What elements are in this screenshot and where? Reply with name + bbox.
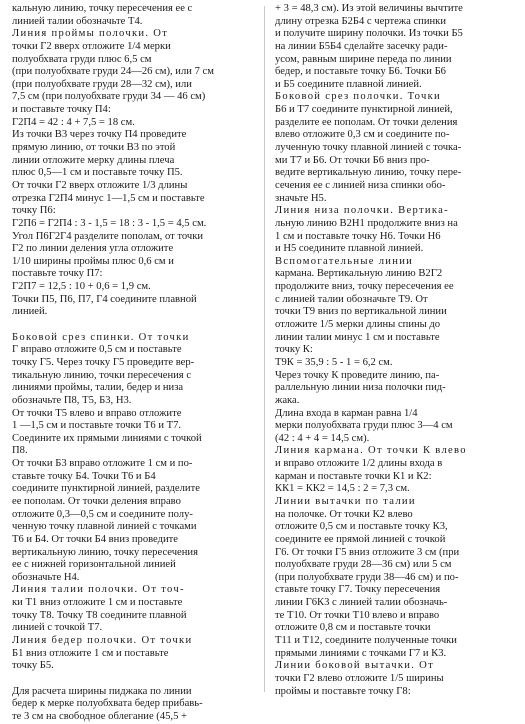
- text-line: Т9К = 35,9 : 5 - 1 = 6,2 см.: [275, 356, 393, 368]
- text-line: точку П6:: [12, 205, 56, 217]
- text-line: (при полуобхвате груди 28—32 см), или: [12, 78, 192, 90]
- text-line: Г2 по линии деления угла отложите: [12, 243, 174, 255]
- section-heading-line: Линия талии полочки. От точ-: [12, 584, 185, 596]
- left-column: [12, 3, 257, 724]
- text-line: сечения ее с линией низа спинки обо-: [275, 179, 446, 191]
- text-line: (при полуобхвате груди 24—26 см), или 7 см: [12, 66, 214, 78]
- text-line: на полочке. От точки К2 влево: [275, 508, 413, 520]
- text-line: обозначьте П8, Т5, Б3, Н3.: [12, 394, 132, 406]
- text-line: линии Г6К3 с линией талии обозначь-: [275, 597, 448, 609]
- text-line: Г2П6 = Г2П4 : 3 - 1,5 = 18 : 3 - 1,5 = 4,5 см.: [12, 217, 207, 229]
- section-heading-line: Линия низа полочки. Вертика-: [275, 205, 450, 217]
- text-line: От точки Г2 вверх отложите 1/3 длины: [12, 179, 188, 191]
- text-line: Б6 и Т7 соедините пунктирной линией,: [275, 104, 453, 116]
- text-line: ее с нижней горизонтальной линией: [12, 559, 176, 571]
- text-line: отложите 0,5 см и поставьте точку К3,: [275, 521, 448, 533]
- text-line: и Б5 соедините плавной линией.: [275, 78, 422, 90]
- text-line: линией с точкой Т7.: [12, 622, 103, 634]
- text-line: длину отрезка Б2Б4 с чертежа спинки: [275, 15, 446, 27]
- section-heading-line: Линии боковой вытачки. От: [275, 660, 435, 672]
- text-line: ки Т1 вниз отложите 1 см и поставьте: [12, 597, 183, 609]
- text-line: отложите 1/5 мерки длины спины до: [275, 319, 441, 331]
- text-line: поставьте точку П7:: [12, 268, 103, 280]
- section-heading-line: Линия бедер полочки. От точки: [12, 635, 193, 647]
- text-line: усом, равным ширине переда по линии: [275, 53, 452, 65]
- text-line: ведите вертикальную линию, точку пере-: [275, 167, 462, 179]
- text-line: точки Г2 вверх отложите 1/4 мерки: [12, 40, 171, 52]
- text-line: Б1 вниз отложите 1 см и поставьте: [12, 647, 169, 659]
- text-line: ставьте точку Б4. Точки Т6 и Б4: [12, 470, 156, 482]
- text-line: отложите 0,8 см и поставьте точки: [275, 622, 431, 634]
- text-line: полуобхвате груди 28—36 см) или 5 см: [275, 559, 452, 571]
- text-line: плюс 0,5—1 см и поставьте точку П5.: [12, 167, 183, 179]
- text-line: Г2П4 = 42 : 4 + 7,5 = 18 см.: [12, 116, 135, 128]
- text-line: продолжите вниз, точку пересечения ее: [275, 281, 454, 293]
- text-line: (при полуобхвате груди 38—46 см) и по-: [275, 571, 459, 583]
- text-line: вертикальную линию, точку пересечения: [12, 546, 198, 558]
- text-line: жака.: [275, 394, 300, 406]
- text-line: полуобхвата груди плюс 6,5 см: [12, 53, 152, 65]
- text-line: (42 : 4 + 4 = 14,5 см).: [275, 432, 370, 444]
- column-divider: [264, 6, 265, 692]
- section-heading-line: Линии вытачки по талии: [275, 495, 416, 507]
- text-line: и поставьте точку П4:: [12, 104, 111, 116]
- text-line: прямую линию, от точки В3 по этой: [12, 142, 176, 154]
- section-heading-line: Линия кармана. От точки К влево: [275, 445, 467, 457]
- text-line: Т6 и Б4. От точки Б4 вниз проведите: [12, 533, 179, 545]
- text-line: точку К:: [275, 344, 313, 356]
- text-line: тикальную линию, точки пересечения с: [12, 369, 192, 381]
- text-line: и Н5 соедините плавной линией.: [275, 243, 424, 255]
- text-line: отрезка Г2П4 минус 1—1,5 см и поставьте: [12, 192, 205, 204]
- text-line: отложите 0,3—0,5 см и соедините полу-: [12, 508, 193, 520]
- section-heading-line: Боковой срез полочки. Точки: [275, 91, 442, 103]
- text-line: КК1 = КК2 = 14,5 : 2 = 7,3 см.: [275, 483, 410, 495]
- text-line: Точки П5, П6, П7, Г4 соедините плавной: [12, 293, 197, 305]
- text-line: разделите ее пополам. От точки деления: [275, 116, 458, 128]
- text-line: проймы и поставьте точку Г8:: [275, 685, 411, 697]
- text-line: ставьте точку Г7. Точку пересечения: [275, 584, 441, 596]
- text-line: точки Г2 влево отложите 1/5 ширины: [275, 672, 444, 684]
- text-line: точку Г5. Через точку Г5 проведите вер-: [12, 356, 195, 368]
- section-heading-line: Линия проймы полочки. От: [12, 28, 169, 40]
- text-line: П8.: [12, 445, 28, 457]
- text-line: и вправо отложите 1/2 длины входа в: [275, 458, 443, 470]
- section-heading-line: Боковой срез спинки. От точки: [12, 331, 190, 343]
- text-line: бедер, и поставьте точку Б6. Точки Б6: [275, 66, 446, 78]
- text-line: [12, 673, 257, 686]
- text-line: От точки Б3 вправо отложите 1 см и по-: [12, 458, 193, 470]
- text-line: линией талии обозначьте Т4.: [12, 15, 143, 27]
- text-line: Из точки В3 через точку П4 проведите: [12, 129, 187, 141]
- text-line: + 3 = 48,3 см). Из этой величины вычтите: [275, 3, 463, 14]
- text-line: линиями проймы, талии, бедер и низа: [12, 382, 184, 394]
- text-line: 1 см и поставьте точку Н6. Точки Н6: [275, 230, 441, 242]
- text-line: линии талии минус 1 см и поставьте: [275, 331, 440, 343]
- text-line: Г6. От точки Г5 вниз отложите 3 см (при: [275, 546, 460, 558]
- text-line: Соедините их прямыми линиями с точкой: [12, 432, 202, 444]
- text-line: ее пополам. От точки деления вправо: [12, 495, 181, 507]
- text-line: Т11 и Т12, соедините полученные точки: [275, 635, 457, 647]
- text-line: ченную точку плавной линией с точками: [12, 521, 197, 533]
- text-line: соедините ее прямой линией с точкой: [275, 533, 446, 545]
- text-line: 1/10 ширины проймы плюс 0,6 см и: [12, 255, 174, 267]
- text-line: карман и поставьте точки К1 и К2:: [275, 470, 432, 482]
- text-line: прямыми линиями с точками Г7 и К3.: [275, 647, 447, 659]
- text-line: значьте Н5.: [275, 192, 327, 204]
- text-line: Через точку К проведите линию, па-: [275, 369, 440, 381]
- text-line: на линии Б5Б4 сделайте засечку ради-: [275, 40, 448, 52]
- text-line: Угол П6Г2Г4 разделите пополам, от точки: [12, 230, 204, 242]
- text-line: Для расчета ширины пиджака по линии: [12, 685, 192, 697]
- text-line: [12, 319, 257, 332]
- text-line: Г вправо отложите 0,5 см и поставьте: [12, 344, 182, 356]
- text-line: и получите ширину полочки. Из точки Б5: [275, 28, 463, 40]
- text-line: раллельную линии низа полочки пид-: [275, 382, 446, 394]
- text-line: линией.: [12, 306, 48, 318]
- text-line: точки Т9 вниз по вертикальной линии: [275, 306, 447, 318]
- text-line: ми Т7 и Б6. От точки Б6 вниз про-: [275, 154, 430, 166]
- section-heading-line: Вспомогательные линии: [275, 255, 414, 267]
- text-line: соедините пунктирной линией, разделите: [12, 483, 200, 495]
- text-line: обозначьте Н4.: [12, 571, 80, 583]
- text-line: Г2П7 = 12,5 : 10 + 0,6 = 1,9 см.: [12, 281, 151, 293]
- text-line: бедер к мерке полуобхвата бедер прибавь-: [12, 698, 203, 710]
- text-line: мерки полуобхвата груди плюс 3—4 см: [275, 420, 453, 432]
- text-line: точку Б5.: [12, 660, 54, 672]
- text-line: Длина входа в карман равна 1/4: [275, 407, 418, 419]
- text-line: линии отложите мерку длины плеча: [12, 154, 175, 166]
- text-line: 1 —1,5 см и поставьте точки Т6 и Т7.: [12, 420, 182, 432]
- text-line: льную линию В2Н1 продолжите вниз на: [275, 217, 458, 229]
- text-line: точку Т8. Точку Т8 соедините плавной: [12, 609, 187, 621]
- right-column: [275, 3, 520, 698]
- text-line: кармана. Вертикальную линию В2Г2: [275, 268, 443, 280]
- text-line: влево отложите 0,3 см и соедините по-: [275, 129, 450, 141]
- text-line: кальную линию, точку пересечения ее с: [12, 3, 193, 14]
- text-line: От точки Т5 влево и вправо отложите: [12, 407, 182, 419]
- text-line: те Т10. От точки Т10 влево и вправо: [275, 609, 440, 621]
- text-line: те 3 см на свободное облегание (45,5 +: [12, 710, 187, 722]
- text-line: с линией талии обозначьте Т9. От: [275, 293, 428, 305]
- text-line: лученную точку плавной линией с точка-: [275, 142, 462, 154]
- text-line: 7,5 см (при полуобхвате груди 34 — 46 см): [12, 91, 206, 103]
